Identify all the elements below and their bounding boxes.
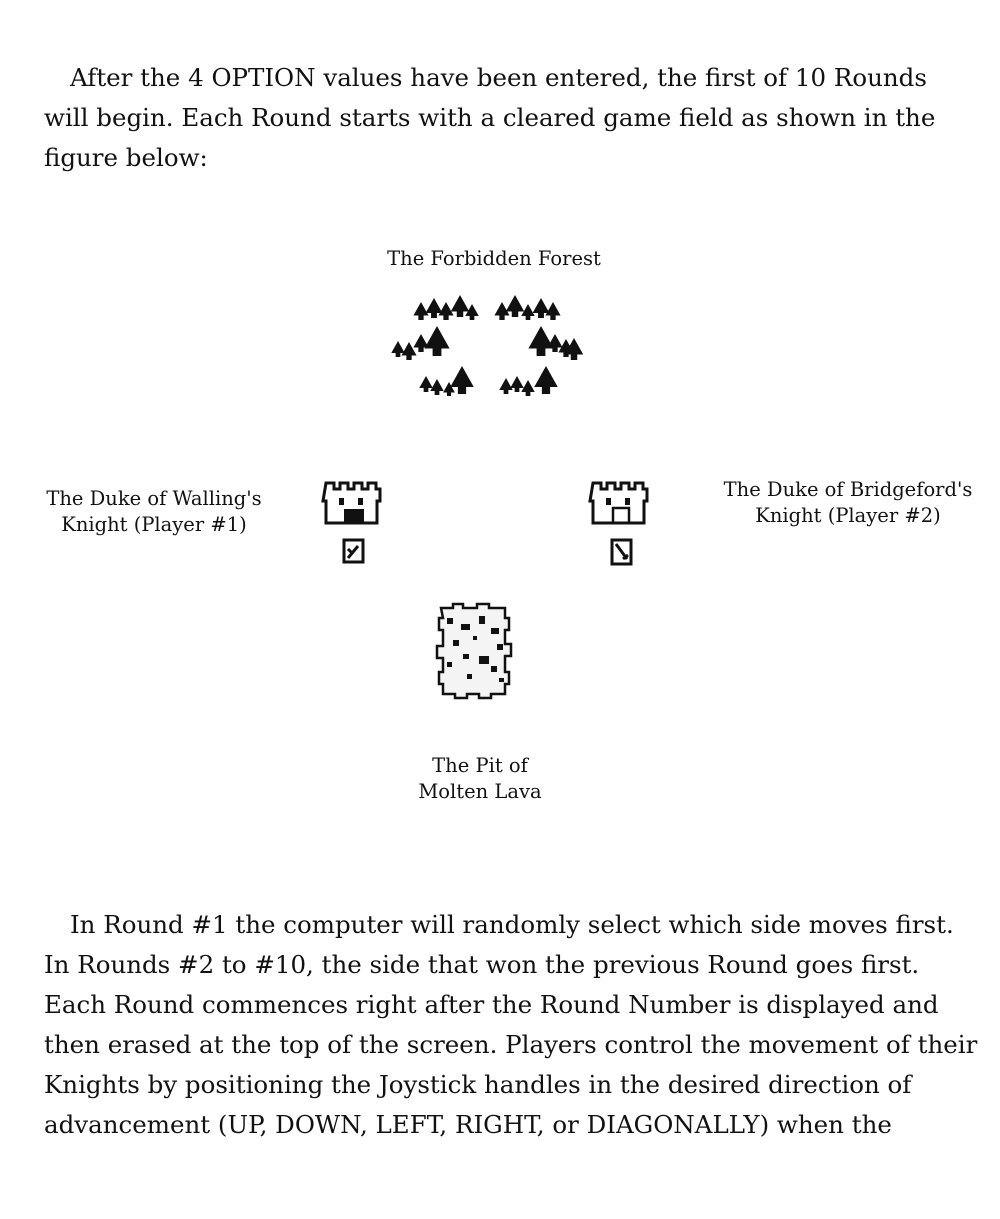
knight-icon <box>344 540 363 562</box>
tree-icon <box>494 302 509 320</box>
castle-icon <box>323 483 380 523</box>
rules-line: then erased at the top of the screen. Players control the movement of their <box>44 1030 978 1059</box>
rules-line: Knights by positioning the Joystick handles in the desired direction of <box>44 1070 912 1099</box>
tree-icon <box>521 380 534 396</box>
castle-icon <box>590 483 647 523</box>
tree-icon <box>391 341 404 357</box>
forest-label: The Forbidden Forest <box>387 247 601 270</box>
tree-icon <box>451 295 469 317</box>
tree-icon <box>450 366 474 394</box>
tree-icon <box>426 298 443 318</box>
tree-icon <box>413 334 428 352</box>
tree-icon <box>521 304 534 320</box>
rules-line: advancement (UP, DOWN, LEFT, RIGHT, or DIAGONALLY) when the <box>44 1110 892 1139</box>
tree-icon <box>506 295 524 317</box>
rules-line: Each Round commences right after the Round Number is displayed and <box>44 990 939 1019</box>
intro-paragraph <box>44 58 964 178</box>
player1-label: The Duke of Walling's Knight (Player #1) <box>46 487 262 536</box>
lava-label: The Pit of Molten Lava <box>418 754 542 803</box>
rules-paragraph <box>44 905 978 1145</box>
intro-line: will begin. Each Round starts with a cleared game field as shown in the <box>44 103 936 132</box>
tree-icon <box>528 326 553 356</box>
lava-pit-icon <box>437 604 511 698</box>
tree-icon <box>465 304 478 320</box>
tree-icon <box>565 338 583 360</box>
tree-icon <box>558 339 573 357</box>
tree-icon <box>443 382 455 396</box>
tree-icon <box>534 366 558 394</box>
tree-icon <box>533 298 550 318</box>
knight-icon <box>612 540 631 564</box>
tree-icon <box>424 326 449 356</box>
tree-icon <box>419 376 432 392</box>
tree-icon <box>438 302 453 320</box>
tree-icon <box>547 334 562 352</box>
forest-icon <box>391 295 583 396</box>
tree-icon <box>413 302 428 320</box>
intro-line: After the 4 OPTION values have been entered, the first of 10 Rounds <box>70 63 927 92</box>
rules-line: In Rounds #2 to #10, the side that won the previous Round goes first. <box>44 950 920 979</box>
tree-icon <box>401 342 416 360</box>
tree-icon <box>545 302 560 320</box>
tree-icon <box>430 379 443 395</box>
rules-line: In Round #1 the computer will randomly select which side moves first. <box>70 910 954 939</box>
intro-line: figure below: <box>44 143 208 172</box>
tree-icon <box>499 378 512 394</box>
tree-icon <box>510 376 523 392</box>
player2-label: The Duke of Bridgeford's Knight (Player #2) <box>723 478 973 527</box>
